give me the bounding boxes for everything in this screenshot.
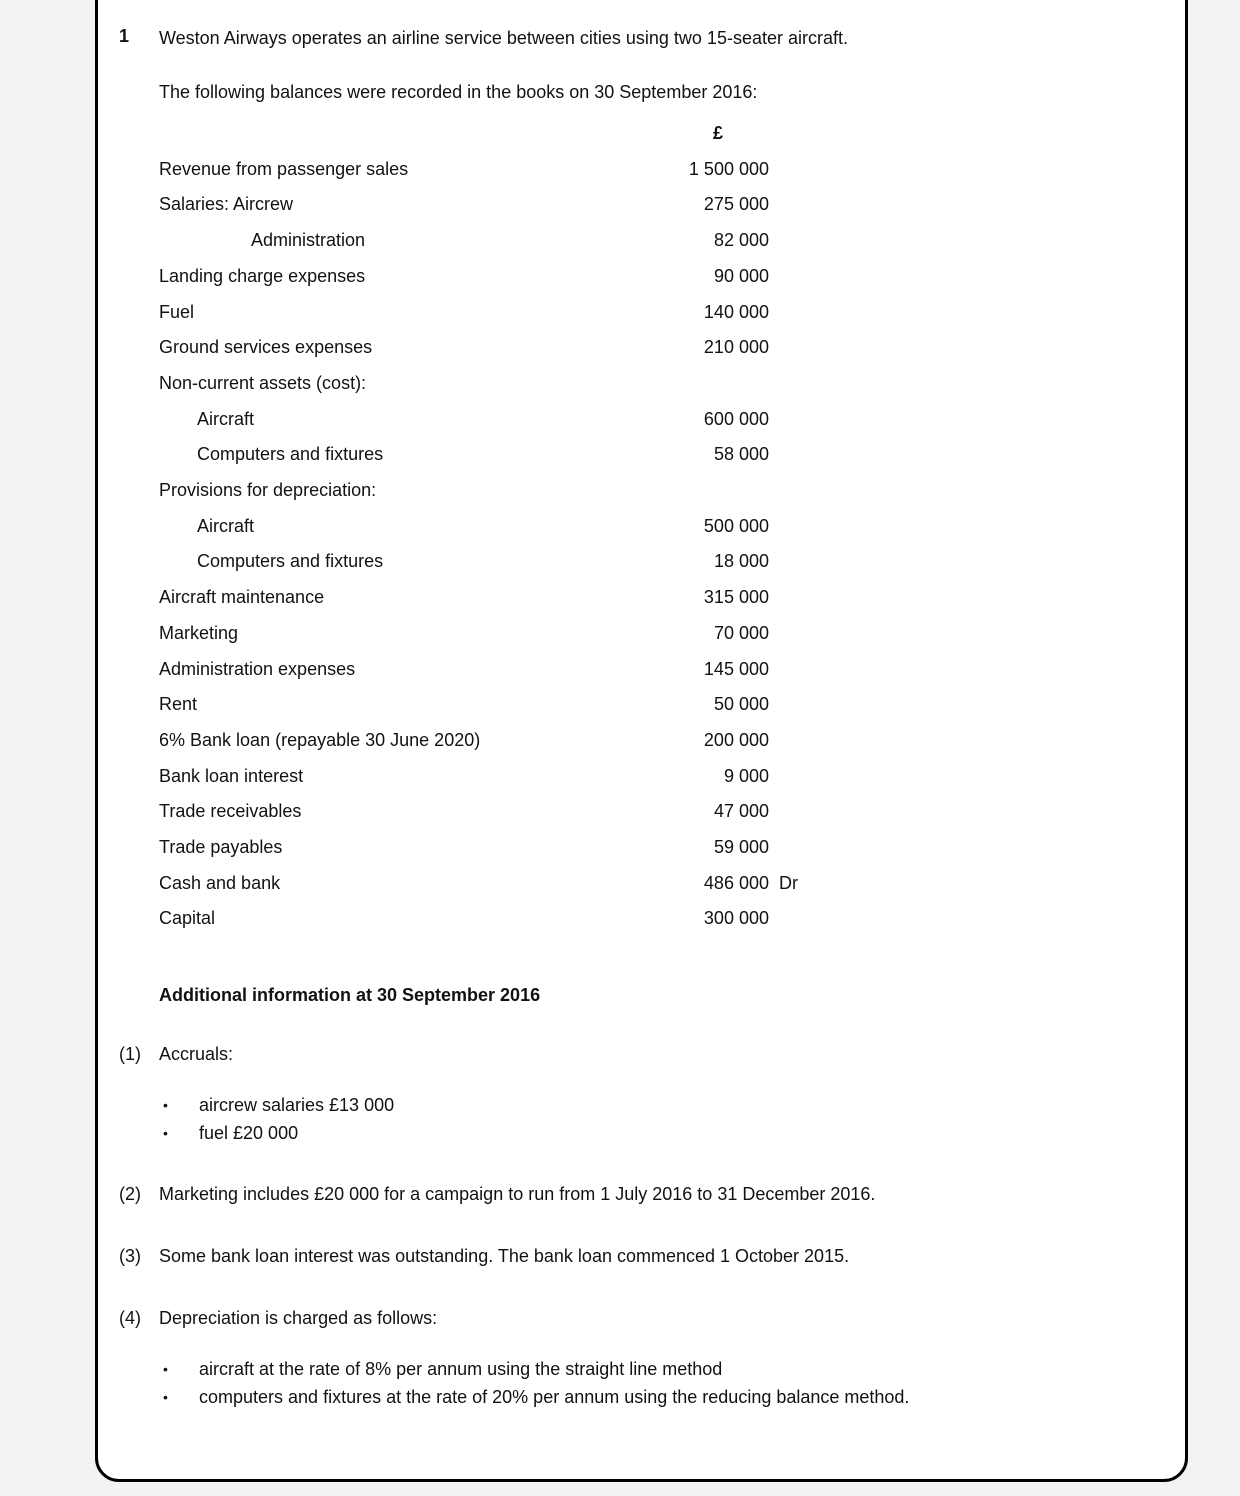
balance-label: Trade receivables — [159, 801, 302, 822]
bullet-icon: • — [163, 1125, 168, 1142]
notes-section — [119, 1039, 1148, 1411]
question-page — [95, 0, 1188, 1411]
bullet-list — [159, 1355, 1148, 1411]
balance-label: Administration expenses — [159, 658, 356, 679]
balance-row — [159, 295, 1148, 331]
balance-row — [159, 652, 1148, 688]
balance-row — [159, 473, 1148, 509]
balance-amount: 300 000 — [703, 908, 769, 929]
bullet-icon: • — [163, 1361, 168, 1378]
note-body — [159, 1303, 1148, 1411]
balance-label: Provisions for depreciation: — [159, 480, 377, 501]
balance-label: Computers and fixtures — [197, 444, 384, 465]
note-body — [159, 1179, 1148, 1209]
balance-row — [159, 366, 1148, 402]
balance-label: Bank loan interest — [159, 765, 304, 786]
note-2-marketing — [119, 1179, 1148, 1209]
note-3-loan-interest — [119, 1241, 1148, 1271]
note-number: (2) — [119, 1184, 141, 1205]
balance-label: Aircraft — [197, 515, 255, 536]
balance-label: Administration — [251, 230, 366, 251]
question-number: 1 — [119, 26, 130, 46]
note-number: (1) — [119, 1044, 141, 1065]
balance-row — [159, 723, 1148, 759]
balance-label: Aircraft — [197, 408, 255, 429]
balance-row — [159, 830, 1148, 866]
balance-label: Rent — [159, 694, 198, 715]
balance-row — [159, 223, 1148, 259]
balance-row — [159, 544, 1148, 580]
table-header-row — [159, 116, 1148, 152]
note-1-accruals — [119, 1039, 1148, 1147]
balances-intro-text: The following balances were recorded in the books on 30 September 2016: — [159, 82, 758, 102]
balance-amount: 9 000 — [723, 765, 769, 786]
note-text: Some bank loan interest was outstanding. The bank loan commenced 1 October 2015. — [159, 1246, 850, 1267]
bullet-text: computers and fixtures at the rate of 20% per annum using the reducing balance method. — [199, 1387, 910, 1408]
balance-amount: 210 000 — [703, 337, 769, 358]
balance-label: Capital — [159, 908, 216, 929]
balance-label: Trade payables — [159, 837, 283, 858]
bullet-text: fuel £20 000 — [199, 1123, 299, 1144]
balance-amount: 145 000 — [703, 658, 769, 679]
balance-label: Aircraft maintenance — [159, 587, 325, 608]
balance-amount: 140 000 — [703, 301, 769, 322]
note-number: (3) — [119, 1246, 141, 1267]
balance-row — [159, 509, 1148, 545]
balance-amount: 50 000 — [713, 694, 769, 715]
balance-amount: 315 000 — [703, 587, 769, 608]
balances-table — [159, 116, 1148, 937]
balance-row — [159, 152, 1148, 188]
bullet-icon: • — [163, 1097, 168, 1114]
note-text: Accruals: — [159, 1044, 234, 1065]
bullet-item — [159, 1355, 1148, 1383]
note-4-depreciation — [119, 1303, 1148, 1411]
balance-amount: 275 000 — [703, 194, 769, 215]
balance-label: Fuel — [159, 301, 195, 322]
balance-row — [159, 901, 1148, 937]
bullet-item — [159, 1119, 1148, 1147]
balance-label: Computers and fixtures — [197, 551, 384, 572]
question-intro-text: Weston Airways operates an airline service between cities using two 15-seater aircraft. — [159, 28, 848, 48]
bullet-item — [159, 1383, 1148, 1411]
balance-row — [159, 259, 1148, 295]
bullet-text: aircrew salaries £13 000 — [199, 1095, 395, 1116]
balance-row — [159, 866, 1148, 902]
balance-amount: 18 000 — [713, 551, 769, 572]
balance-amount: 58 000 — [713, 444, 769, 465]
bullet-list — [159, 1091, 1148, 1147]
currency-header: £ — [712, 123, 723, 143]
additional-information-heading: Additional information at 30 September 2016 — [159, 985, 541, 1006]
balance-label: Cash and bank — [159, 872, 281, 893]
balance-label: Salaries: Aircrew — [159, 194, 294, 215]
note-number: (4) — [119, 1308, 141, 1329]
balance-amount: 1 500 000 — [688, 158, 769, 179]
balance-amount: 59 000 — [713, 837, 769, 858]
balance-label: Non-current assets (cost): — [159, 372, 367, 393]
balance-amount: 82 000 — [713, 230, 769, 251]
question-intro-line — [119, 26, 1148, 50]
balance-row — [159, 580, 1148, 616]
balance-label: Revenue from passenger sales — [159, 158, 409, 179]
balance-row — [159, 402, 1148, 438]
balance-amount: 90 000 — [713, 265, 769, 286]
note-text: Depreciation is charged as follows: — [159, 1308, 438, 1329]
balance-row — [159, 759, 1148, 795]
balance-label: Ground services expenses — [159, 337, 373, 358]
balance-row — [159, 187, 1148, 223]
balance-row — [159, 687, 1148, 723]
balance-suffix: Dr — [779, 872, 798, 893]
balance-row — [159, 437, 1148, 473]
balance-amount: 47 000 — [713, 801, 769, 822]
bullet-icon: • — [163, 1389, 168, 1406]
note-body — [159, 1039, 1148, 1147]
bullet-item — [159, 1091, 1148, 1119]
balance-amount: 70 000 — [713, 622, 769, 643]
balance-amount: 600 000 — [703, 408, 769, 429]
bullet-text: aircraft at the rate of 8% per annum using the straight line method — [199, 1359, 723, 1380]
balance-row — [159, 616, 1148, 652]
balance-label: Marketing — [159, 622, 239, 643]
balance-row — [159, 330, 1148, 366]
balance-amount: 500 000 — [703, 515, 769, 536]
balance-amount: 200 000 — [703, 729, 769, 750]
note-body — [159, 1241, 1148, 1271]
note-text: Marketing includes £20 000 for a campaign to run from 1 July 2016 to 31 December 2016. — [159, 1184, 876, 1205]
balance-label: 6% Bank loan (repayable 30 June 2020) — [159, 729, 481, 750]
balance-amount: 486 000 — [703, 872, 769, 893]
balance-row — [159, 794, 1148, 830]
balance-label: Landing charge expenses — [159, 265, 366, 286]
